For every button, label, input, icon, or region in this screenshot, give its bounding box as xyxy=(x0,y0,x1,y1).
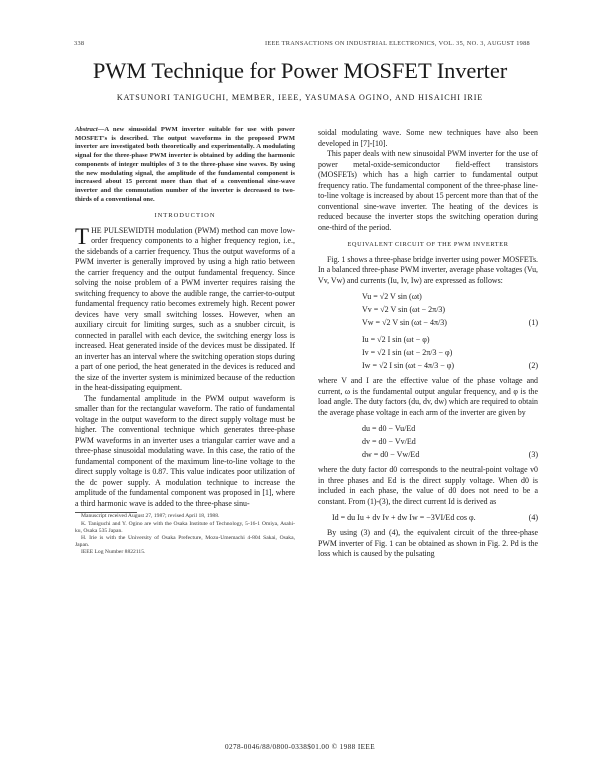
equation-2: Iu = √2 I sin (ωt − φ) Iv = √2 I sin (ωt − 2π/3 − φ) Iw = √2 I sin (ωt − 4π/3 − φ) (2) xyxy=(362,335,538,370)
section-heading-introduction: INTRODUCTION xyxy=(154,212,216,220)
equation-1: Vu = √2 V sin (ωt) Vv = √2 V sin (ωt − 2π/3) Vw = √2 V sin (ωt − 4π/3) (1) xyxy=(362,292,538,327)
footnote-affiliation-2: H. Irie is with the University of Osaka Prefecture, Mozu-Umemachi 4-804 Sakai, Osaka, Japan. xyxy=(75,534,295,549)
equation-number-4: (4) xyxy=(528,513,538,522)
equation-4: Id = du Iu + dv Iv + dw Iw = −3VI/Ed cos φ. (4) xyxy=(332,513,538,522)
copyright-line: 0278-0046/88/0800-0338$01.00 © 1988 IEEE xyxy=(224,743,376,751)
footnote-log-number: IEEE Log Number 8822115. xyxy=(81,549,146,556)
right-paragraph-2: This paper deals with new sinusoidal PWM inverter for the use of power metal-oxide-semiconductor field-effect transistors (MOSFETs) which has a high carrier to fundamental output frequency ratio. The fundamental component of the three-phase line-to-line voltage is increased by about 15 percent more than that of the conventional sine-wave inverter. The heating of the devices is reduced because the inverter stops the switching operation during one-third of the period. xyxy=(318,149,538,232)
footnote-received: Manuscript received August 27, 1987; revised April 18, 1988. xyxy=(81,513,220,520)
running-header xyxy=(74,40,530,47)
right-paragraph-1: soidal modulating wave. Some new techniques have also been developed in [7]-[10]. xyxy=(318,128,538,148)
footnote-affiliation-1: K. Taniguchi and Y. Ogino are with the Osaka Institute of Technology, 5-16-1 Omiya, Asahi-ku, Osaka 535 Japan. xyxy=(75,520,295,534)
intro-paragraph-2: The fundamental amplitude in the PWM output waveform is smaller than for the rectangular waveform. The ratio of fundamental voltage in the output waveform to the direct supply voltage must be higher. The conventional technique which generates three-phase PWM waveforms in an inverter uses a triangular carrier wave and a three-phase sinusoidal modulating wave. In this case, the ratio of the fundamental component of the maximum line-to-line voltage to the direct supply voltage is 0.87. This value indicates poor utilization of the dc power supply. A modulation technique to increase the amplitude of the fundamental component was proposed in [1], where a third harmonic wave is added to the three-phase sinu- xyxy=(75,393,295,508)
equation-number-1: (1) xyxy=(528,318,538,327)
intro-paragraph-1: THE PULSEWIDTH modulation (PWM) method can move low-order frequency components to a higher frequency region, i.e., the sidebands of a carrier frequency. Thus the output waveforms of a PWM inverter is generally improved by using a high ratio between the carrier frequency and the output fundamental frequency. Since solving the noise problem of a PWM inverter requires raising the switching frequency to above the audible range, the carrier-to-output fundamental frequency ratio becomes extremely high. Recent power devices have very small switching losses. However, when an auxiliary circuit for limiting surges, such as a snubber circuit, is connected in parallel with each device, the switching energy loss is increased. Heat generated inside of the devices must be dissipated. If an inverter has an interval where the switching operation stops during a part of one period, the heat generated in the devices is reduced and the size of the inverter system is minimized because of the reduction in the heat-dissipating equipment. xyxy=(75,223,295,393)
equation-number-3: (3) xyxy=(528,450,538,459)
section-heading-equivalent-circuit: EQUIVALENT CIRCUIT OF THE PWM INVERTER xyxy=(347,241,509,248)
left-column xyxy=(75,126,295,557)
page-number: 338 xyxy=(74,40,85,47)
right-paragraph-6: By using (3) and (4), the equivalent circuit of the three-phase PWM inverter of Fig. 1 can be obtained as shown in Fig. 2. Pd is the loss which is caused by the pulsating xyxy=(318,528,538,558)
paper-title: PWM Technique for Power MOSFET Inverter xyxy=(92,58,508,83)
journal-name: IEEE TRANSACTIONS ON INDUSTRIAL ELECTRONICS, VOL. 35, NO. 3, AUGUST 1988 xyxy=(264,40,530,47)
equation-3: du = d0 − Vu/Ed dv = d0 − Vv/Ed dw = d0 − Vw/Ed (3) xyxy=(362,424,538,459)
author-line: KATSUNORI TANIGUCHI, MEMBER, IEEE, YASUMASA OGINO, AND HISAICHI IRIE xyxy=(116,93,484,102)
right-column xyxy=(318,128,538,560)
equation-number-2: (2) xyxy=(528,361,538,370)
abstract-text: —A new sinusoidal PWM inverter suitable for use with power MOSFET's is described. The output waveforms in the proposed PWM inverter are investigated both theoretically and experimentally. A modulating signal for the three-phase PWM inverter is obtained by adding the harmonic components of integer multiples of 3 to the three-phase sine waves. By using the new modulating signal, the amplitude of the fundamental component is increased about 15 percent more than that of a conventional sine-wave inverter and the commutation number of the inverter is decreased to two-thirds of a conventional one. xyxy=(75,126,295,203)
footnotes xyxy=(75,513,295,556)
right-paragraph-5: where the duty factor d0 corresponds to the neutral-point voltage v0 in three phases and Ed is the direct supply voltage. When d0 is included in each phase, the value of d0 does not need to be a constant. From (1)-(3), the direct current Id is derived as xyxy=(318,465,538,506)
abstract xyxy=(75,126,295,204)
right-paragraph-4: where V and I are the effective value of the phase voltage and current, ω is the fundamental output angular frequency, and φ is the load angle. The duty factors (du, dv, dw) which are required to obtain the average phase voltage in each arm of the inverter are given by xyxy=(318,376,538,417)
abstract-lead: Abstract xyxy=(75,126,98,133)
right-paragraph-3: Fig. 1 shows a three-phase bridge inverter using power MOSFETs. In a balanced three-phase PWM inverter, average phase voltages (Vu, Vv, Vw) and currents (Iu, Iv, Iw) are expressed as follows: xyxy=(318,254,538,285)
drop-cap: T xyxy=(75,223,90,249)
